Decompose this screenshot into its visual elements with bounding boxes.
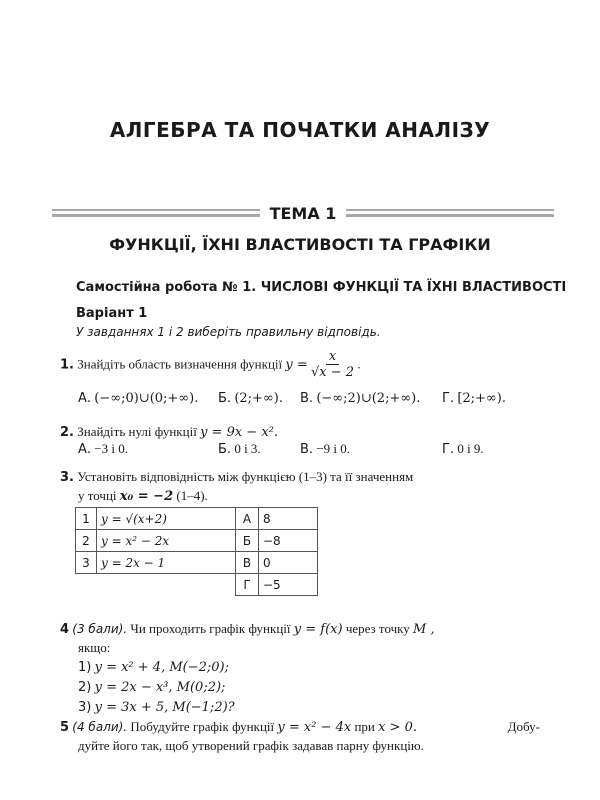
option-b: [218, 441, 261, 457]
function-expression: y = x² − 4x: [277, 720, 352, 735]
sub-item-expression: y = x² + 4, M(−2;0);: [94, 660, 229, 675]
point-expression: x₀ = −2: [119, 489, 174, 504]
option-label: А.: [78, 442, 92, 457]
point-label: M ,: [413, 622, 435, 637]
question-2: [60, 423, 540, 442]
question-3: [60, 468, 540, 506]
theme-title: ФУНКЦІЇ, ЇХНІ ВЛАСТИВОСТІ ТА ГРАФІКИ: [109, 235, 491, 254]
option-value: (2;+∞).: [234, 391, 283, 406]
option-label: В.: [300, 442, 314, 457]
sub-item-number: 3): [78, 700, 92, 715]
value-letter: Г: [236, 574, 259, 596]
rule-left: [52, 209, 260, 217]
hyphenated-word: Добу-: [507, 719, 540, 734]
question-5: [60, 718, 540, 755]
question-text: Установіть відповідність між функцією (1–3) та її значенням: [77, 469, 414, 484]
option-value: 0 і 3.: [234, 441, 261, 456]
question-text-2: дуйте його так, щоб утворений графік задавав парну функцію.: [78, 738, 424, 753]
option-label: Г.: [442, 391, 455, 406]
instruction: У завданнях 1 і 2 виберіть правильну відповідь.: [76, 325, 381, 339]
empty-cell: [97, 574, 236, 596]
question-text-2: якщо:: [78, 640, 111, 655]
function-expression: y = √(x+2): [97, 508, 236, 530]
question-text-mid: через точку: [345, 621, 410, 636]
function-expression: y = 2x − 1: [97, 552, 236, 574]
matching-table: [75, 507, 318, 596]
rule-right: [346, 209, 554, 217]
table-row: [76, 552, 318, 574]
condition-expression: x > 0.: [378, 720, 418, 735]
option-value: [2;+∞).: [457, 391, 506, 406]
option-d: [442, 390, 506, 406]
option-value: −3 і 0.: [94, 441, 128, 456]
sub-item-2: [60, 677, 540, 697]
question-number: 1.: [60, 357, 74, 373]
function-number: 1: [76, 508, 97, 530]
question-text: Знайдіть область визначення функції: [77, 356, 283, 372]
sub-item-3: [60, 697, 540, 717]
function-expression: y = f(x): [293, 622, 343, 637]
question-1: [60, 350, 540, 381]
option-label: Б.: [218, 442, 232, 457]
option-c: [300, 390, 420, 406]
option-a: [78, 441, 128, 457]
option-label: Б.: [218, 391, 232, 406]
sub-item-1: [60, 657, 540, 677]
option-value: (−∞;0)∪(0;+∞).: [94, 391, 199, 406]
value-number: −5: [259, 574, 318, 596]
sub-item-expression: y = 3x + 5, M(−1;2)?: [94, 700, 235, 715]
question-number: 2.: [60, 425, 74, 440]
option-label: А.: [78, 391, 92, 406]
fraction-numerator: x: [326, 350, 339, 365]
question-number: 4: [60, 622, 70, 637]
option-value: (−∞;2)∪(2;+∞).: [316, 391, 421, 406]
option-d: [442, 441, 484, 457]
option-value: −9 і 0.: [316, 441, 351, 456]
table-row: [76, 574, 318, 596]
sub-item-number: 2): [78, 680, 92, 695]
value-letter: В: [236, 552, 259, 574]
value-letter: А: [236, 508, 259, 530]
main-title: АЛГЕБРА ТА ПОЧАТКИ АНАЛІЗУ: [109, 118, 491, 142]
option-value: 0 і 9.: [457, 441, 484, 456]
function-number: 2: [76, 530, 97, 552]
function-expression: y = 9x − x².: [200, 425, 278, 440]
points-label: (3 бали).: [72, 622, 128, 636]
points-label: (4 бали).: [72, 720, 128, 734]
option-c: [300, 441, 350, 457]
variant-label: Варіант 1: [76, 306, 148, 321]
question-text-2: у точці: [78, 488, 117, 503]
option-a: [78, 390, 198, 406]
table-row: [76, 530, 318, 552]
function-lhs: y =: [285, 357, 308, 373]
question-number: 5: [60, 720, 70, 735]
option-b: [218, 390, 283, 406]
fraction-denominator: √x − 2: [311, 365, 355, 380]
value-number: 8: [259, 508, 318, 530]
value-number: 0: [259, 552, 318, 574]
question-text-mid: при: [354, 719, 375, 734]
function-expression: y = x² − 2x: [97, 530, 236, 552]
fraction: [311, 350, 354, 381]
function-number: 3: [76, 552, 97, 574]
question-4: [60, 620, 540, 717]
period: .: [357, 356, 361, 372]
empty-cell: [76, 574, 97, 596]
theme-label: ТЕМА 1: [269, 203, 337, 223]
question-text: Побудуйте графік функції: [130, 719, 275, 734]
option-label: В.: [300, 391, 314, 406]
question-text: Знайдіть нулі функції: [77, 424, 197, 439]
q2-options: [78, 441, 558, 459]
question-text: Чи проходить графік функції: [130, 621, 291, 636]
range-note: (1–4).: [176, 488, 208, 503]
sub-item-number: 1): [78, 660, 92, 675]
sub-item-expression: y = 2x − x³, M(0;2);: [94, 680, 226, 695]
work-title: Самостійна робота № 1. ЧИСЛОВІ ФУНКЦІЇ ТА ЇХНІ ВЛАСТИВОСТІ: [76, 280, 567, 295]
value-letter: Б: [236, 530, 259, 552]
theme-header: [52, 203, 554, 223]
value-number: −8: [259, 530, 318, 552]
option-label: Г.: [442, 442, 455, 457]
table-row: [76, 508, 318, 530]
question-number: 3.: [60, 470, 74, 485]
